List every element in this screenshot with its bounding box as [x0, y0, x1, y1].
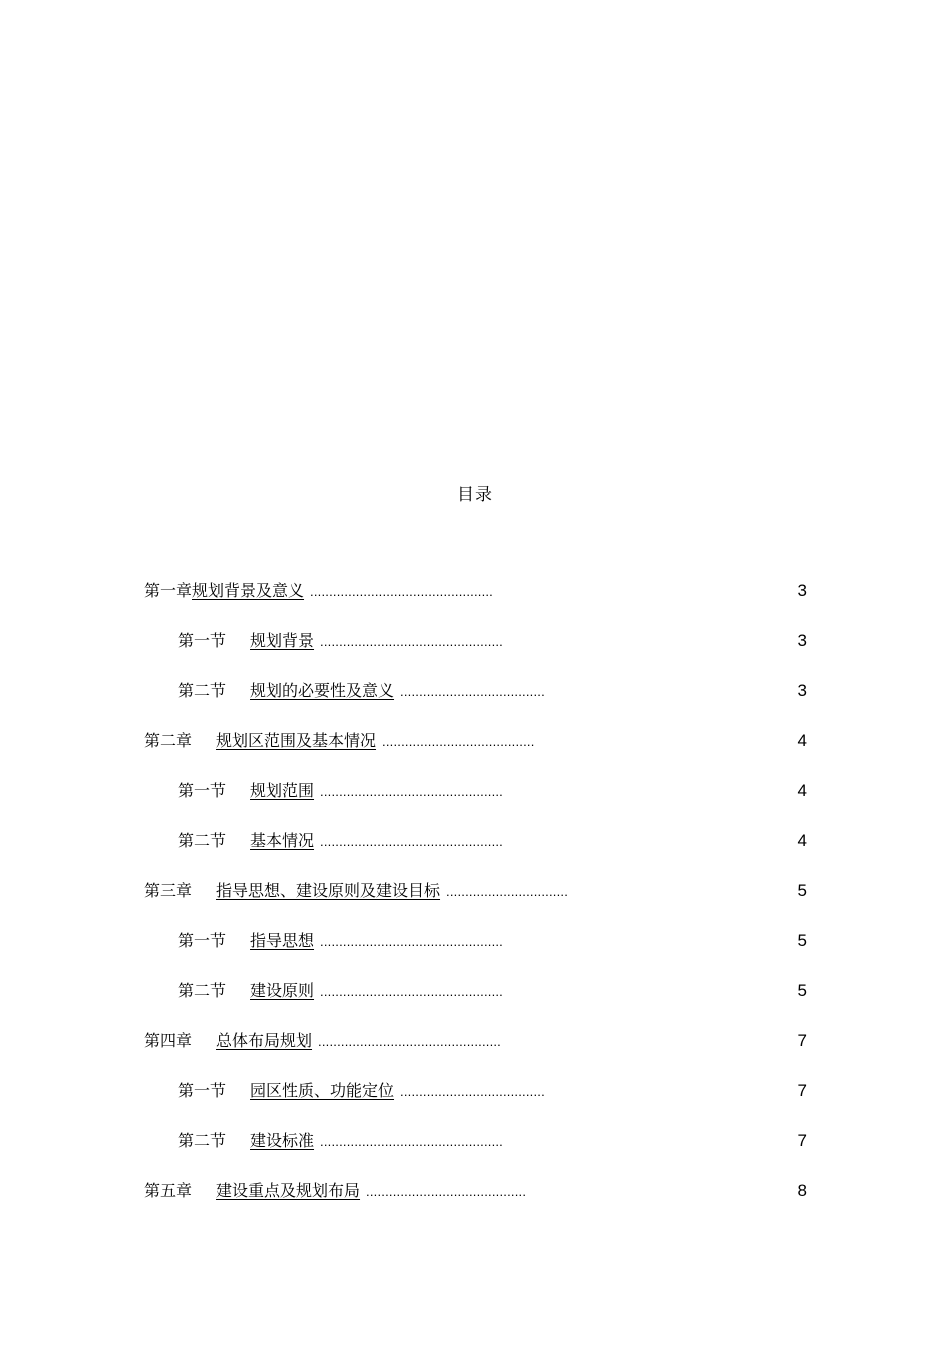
toc-page-number: 7: [797, 1081, 807, 1100]
toc-page-number: 4: [797, 831, 807, 850]
toc-entry-title: 建设原则: [250, 981, 315, 1000]
toc-entry[interactable]: [178, 929, 807, 953]
toc-entry[interactable]: [144, 729, 807, 753]
toc-entry-number: 第一节: [178, 1081, 227, 1100]
toc-entry-link[interactable]: [178, 1079, 400, 1103]
toc-entry-title: 建设重点及规划布局: [216, 1181, 361, 1200]
toc-entry-number: 第二节: [178, 831, 227, 850]
toc-entry-link[interactable]: [144, 1179, 366, 1203]
toc-entry-link[interactable]: [178, 929, 320, 953]
toc-entry-number: 第二节: [178, 981, 227, 1000]
toc-entry[interactable]: [144, 1179, 807, 1203]
toc-entry[interactable]: [178, 1129, 807, 1153]
toc-entry-number: 第二节: [178, 681, 227, 700]
toc-entry[interactable]: [178, 979, 807, 1003]
toc-entry-title: 规划的必要性及意义: [250, 681, 395, 700]
toc-entry[interactable]: [144, 879, 807, 903]
toc-entry-link[interactable]: [178, 679, 400, 703]
toc-leader-dots: ................................................: [318, 1034, 501, 1049]
toc-entry[interactable]: [178, 679, 807, 703]
toc-entry-link[interactable]: [178, 779, 320, 803]
toc-entry-number: 第三章: [144, 881, 193, 900]
toc-page-number: 5: [797, 931, 807, 950]
toc-entry[interactable]: [178, 779, 807, 803]
toc-entry-title: 总体布局规划: [216, 1031, 313, 1050]
toc-page-number: 3: [797, 581, 807, 600]
toc-leader-dots: ................................................: [320, 834, 503, 849]
toc-page-number: 7: [797, 1031, 807, 1050]
toc-entry[interactable]: [178, 629, 807, 653]
toc-entry-link[interactable]: [144, 879, 446, 903]
toc-entry-number: 第二节: [178, 1131, 227, 1150]
toc-leader-dots: ................................................: [320, 634, 503, 649]
toc-entry[interactable]: [144, 1029, 807, 1053]
toc-entry-title: 规划背景: [250, 631, 315, 650]
toc-page-number: 8: [797, 1181, 807, 1200]
toc-entry-title: 指导思想: [250, 931, 315, 950]
toc-page-number: 7: [797, 1131, 807, 1150]
toc-entry-title: 基本情况: [250, 831, 315, 850]
toc-entry-link[interactable]: [144, 579, 310, 603]
toc-leader-dots: ..........................................: [366, 1184, 527, 1199]
toc-entry-link[interactable]: [178, 1129, 320, 1153]
toc-entry-title: 规划范围: [250, 781, 315, 800]
toc-leader-dots: ................................................: [320, 1134, 503, 1149]
toc-entry-number: 第一节: [178, 931, 227, 950]
toc-entry-number: 第四章: [144, 1031, 193, 1050]
toc-page-number: 5: [797, 981, 807, 1000]
toc-entry-title: 园区性质、功能定位: [250, 1081, 395, 1100]
toc-leader-dots: ................................................: [320, 984, 503, 999]
toc-entry-number: 第一章: [144, 581, 193, 600]
toc-entry-title: 指导思想、建设原则及建设目标: [216, 881, 441, 900]
toc-leader-dots: ......................................: [400, 1084, 545, 1099]
toc-entry-link[interactable]: [178, 829, 320, 853]
toc-page-number: 3: [797, 631, 807, 650]
toc-entry-title: 规划背景及意义: [192, 581, 305, 600]
toc-entry-link[interactable]: [178, 979, 320, 1003]
toc-entry-link[interactable]: [178, 629, 320, 653]
toc-entry-number: 第一节: [178, 631, 227, 650]
toc-entry-number: 第五章: [144, 1181, 193, 1200]
toc-leader-dots: ........................................: [382, 734, 535, 749]
toc-entry-link[interactable]: [144, 729, 382, 753]
toc-leader-dots: ................................................: [320, 784, 503, 799]
toc-entry[interactable]: [178, 1079, 807, 1103]
toc-entry-link[interactable]: [144, 1029, 318, 1053]
page-title: 目录: [457, 485, 493, 505]
toc-entry-title: 建设标准: [250, 1131, 315, 1150]
toc-page-number: 4: [797, 731, 807, 750]
toc-page-number: 4: [797, 781, 807, 800]
toc-leader-dots: ................................................: [310, 584, 493, 599]
toc-page-number: 3: [797, 681, 807, 700]
toc-leader-dots: ......................................: [400, 684, 545, 699]
toc-entry-number: 第二章: [144, 731, 193, 750]
toc-leader-dots: ................................................: [320, 934, 503, 949]
toc-entry[interactable]: [178, 829, 807, 853]
toc-entry[interactable]: [144, 579, 807, 603]
toc-entry-number: 第一节: [178, 781, 227, 800]
toc-entry-title: 规划区范围及基本情况: [216, 731, 377, 750]
toc-leader-dots: ................................: [446, 884, 569, 899]
toc-page-number: 5: [797, 881, 807, 900]
